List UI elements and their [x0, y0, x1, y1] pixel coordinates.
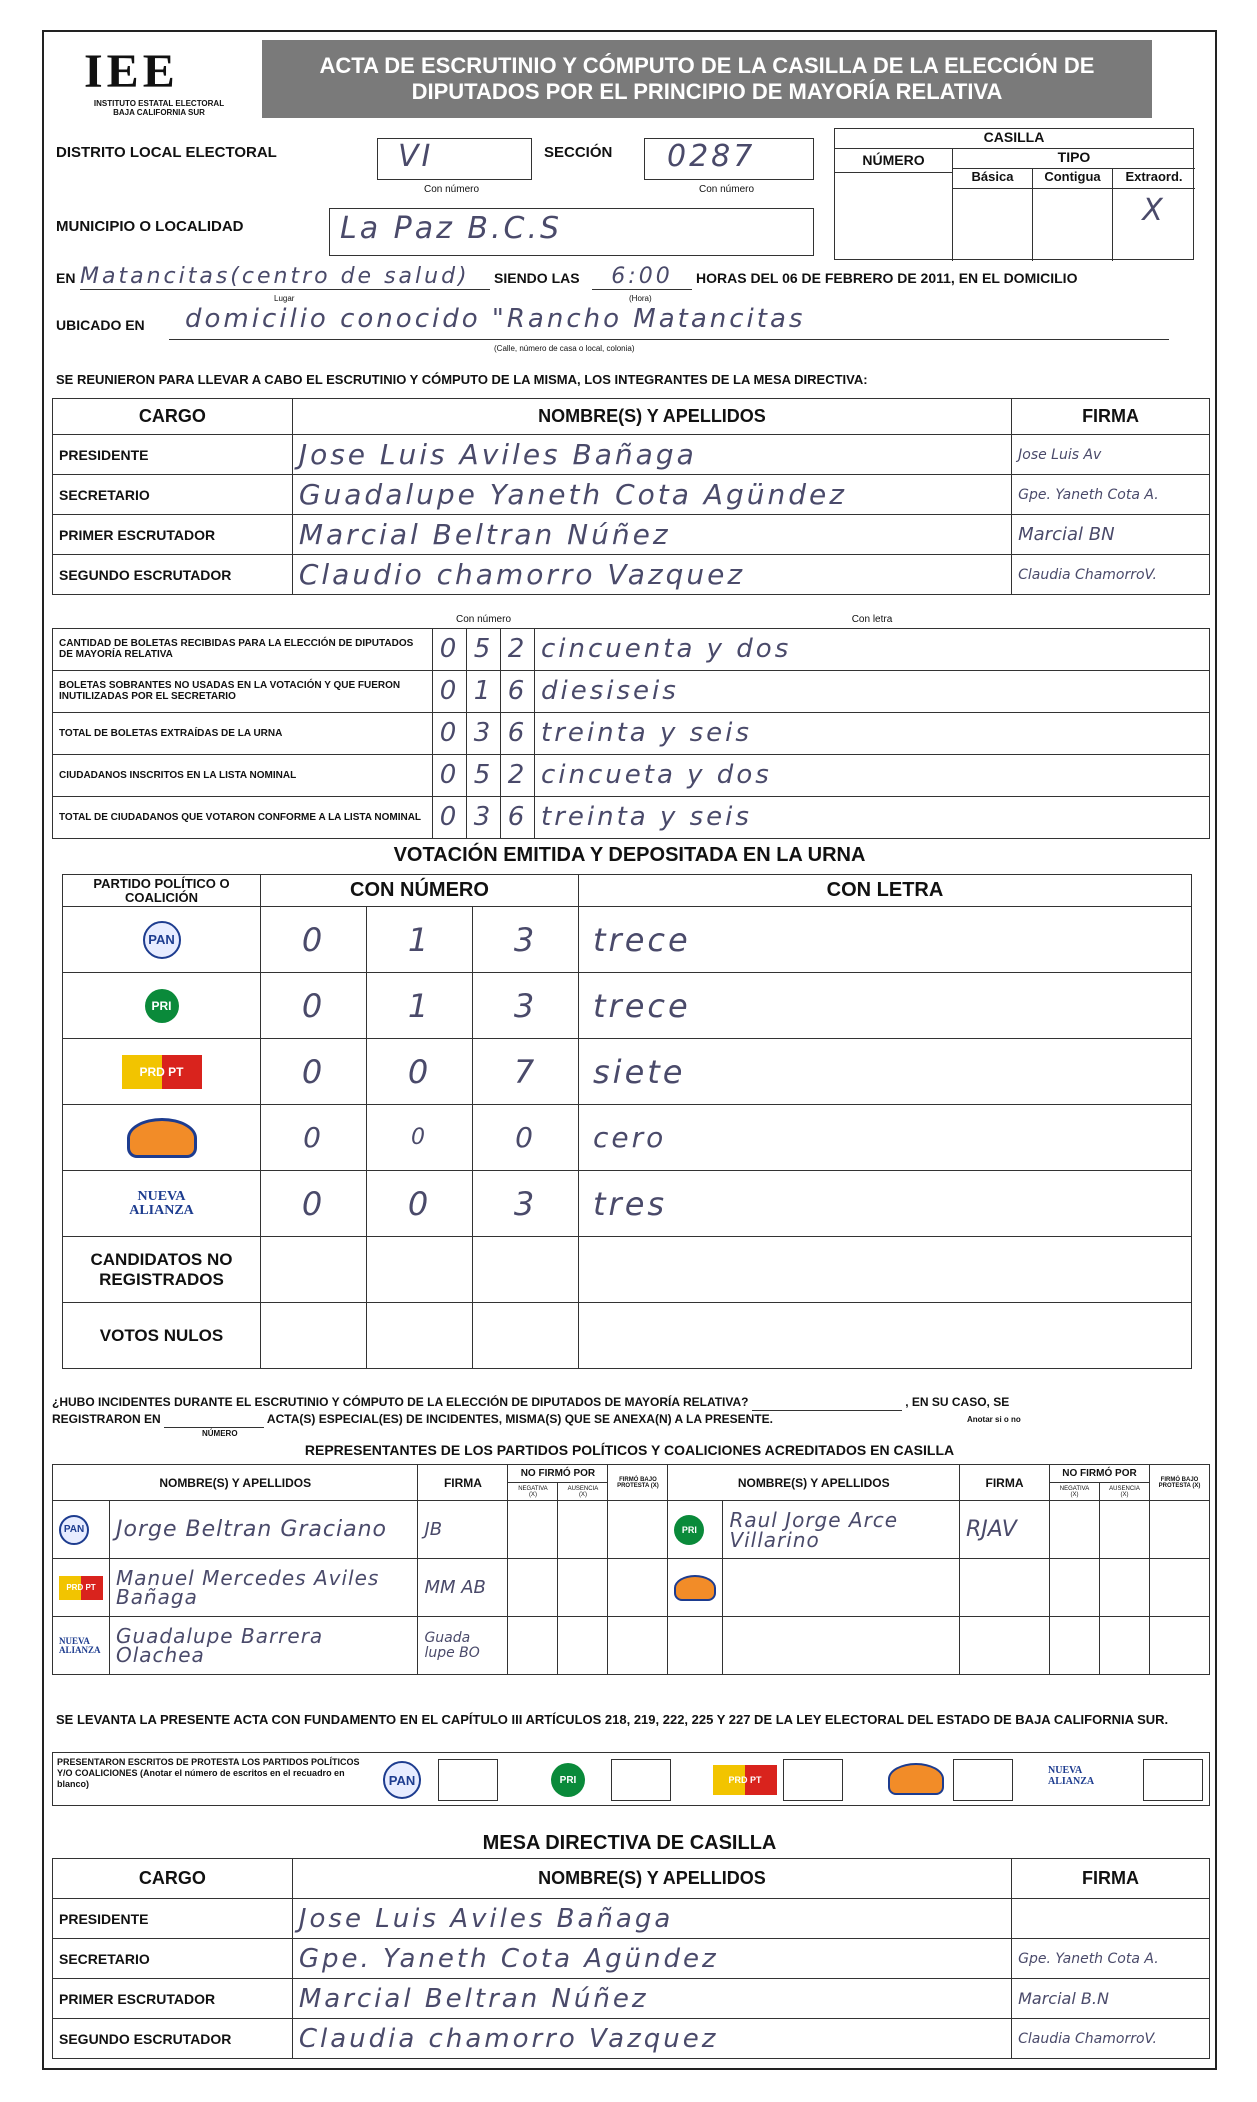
- digit[interactable]: 7: [473, 1039, 579, 1105]
- digit[interactable]: 0: [433, 712, 467, 754]
- digit[interactable]: 5: [467, 628, 501, 670]
- acta-sheet: [42, 30, 1217, 2070]
- casilla-numero-label: NÚMERO: [835, 149, 952, 173]
- protesta-count-pan[interactable]: [438, 1759, 498, 1801]
- votacion-row-pan: [63, 907, 1192, 973]
- seccion-field[interactable]: [644, 138, 814, 180]
- seccion-label: SECCIÓN: [544, 144, 613, 161]
- digit[interactable]: [261, 1303, 367, 1369]
- incidentes-tail: , EN SU CASO, SE: [905, 1395, 1010, 1409]
- digit[interactable]: 6: [501, 712, 535, 754]
- reunieron-text: SE REUNIERON PARA LLEVAR A CABO EL ESCRUTINIO Y CÓMPUTO DE LA MISMA, LOS INTEGRANTES DE LA MESA DIRECTIVA:: [56, 372, 868, 387]
- boletas-row: [53, 796, 1210, 838]
- digit[interactable]: [261, 1237, 367, 1303]
- rep-firma[interactable]: [960, 1559, 1050, 1617]
- nombre[interactable]: Jose Luis Aviles Bañaga: [292, 435, 1011, 475]
- distrito-field[interactable]: [377, 138, 532, 180]
- firma[interactable]: Gpe. Yaneth Cota A.: [1012, 1939, 1210, 1979]
- h-cargo: CARGO: [53, 1859, 293, 1899]
- votacion-row-nulos: [63, 1303, 1192, 1369]
- h-negativa-right: NEGATIVA (X): [1050, 1483, 1100, 1501]
- rep-logo-empty: [668, 1617, 723, 1675]
- cargo: PRESIDENTE: [53, 1899, 293, 1939]
- firma[interactable]: Claudia ChamorroV.: [1012, 555, 1210, 595]
- votacion-row-pri: [63, 973, 1192, 1039]
- h-nombre: NOMBRE(S) Y APELLIDOS: [292, 399, 1011, 435]
- boletas-label: CANTIDAD DE BOLETAS RECIBIDAS PARA LA ELECCIÓN DE DIPUTADOS DE MAYORÍA RELATIVA: [53, 628, 433, 670]
- tipo-extraord-label: Extraord.: [1113, 169, 1195, 189]
- pan-logo-icon: PAN: [143, 921, 181, 959]
- nombre[interactable]: Gpe. Yaneth Cota Agündez: [292, 1939, 1011, 1979]
- votacion-row-party4: [63, 1105, 1192, 1171]
- votacion-row-prd-pt: [63, 1039, 1192, 1105]
- letra[interactable]: diesiseis: [535, 670, 1210, 712]
- rep-protesta[interactable]: [1150, 1617, 1210, 1675]
- pan-logo-icon: PAN: [59, 1515, 89, 1545]
- incidentes-question: ¿HUBO INCIDENTES DURANTE EL ESCRUTINIO Y CÓMPUTO DE LA ELECCIÓN DE DIPUTADOS DE MAYORÍA RELATIVA?: [52, 1395, 749, 1409]
- h-con-numero: Con número: [455, 614, 512, 626]
- digit[interactable]: 2: [501, 628, 535, 670]
- rep-firma[interactable]: [960, 1617, 1050, 1675]
- numero-hint: NÚMERO: [202, 1429, 238, 1438]
- iee-logo: [84, 44, 234, 134]
- rep-ausencia[interactable]: [558, 1501, 608, 1559]
- rep-negativa[interactable]: [508, 1559, 558, 1617]
- fundamento-text: SE LEVANTA LA PRESENTE ACTA CON FUNDAMENTO EN EL CAPÍTULO III ARTÍCULOS 218, 219, 222, 225 Y 227 DE LA LEY ELECTORAL DEL ESTADO DE BAJA CALIFORNIA SUR.: [56, 1712, 1169, 1727]
- rep-firma[interactable]: RJAV: [960, 1501, 1050, 1559]
- pri-logo-icon: PRI: [551, 1763, 585, 1797]
- h-negativa-left: NEGATIVA (X): [508, 1483, 558, 1501]
- rep-row: [53, 1559, 1210, 1617]
- boletas-row: [53, 754, 1210, 796]
- protesta-label: PRESENTARON ESCRITOS DE PROTESTA LOS PARTIDOS POLÍTICOS Y/O COALICIONES (Anotar el número de escritos en el recuadro en blanco): [57, 1757, 360, 1789]
- protesta-count-nueva-alianza[interactable]: [1143, 1759, 1203, 1801]
- rep-negativa[interactable]: [1050, 1617, 1100, 1675]
- digit[interactable]: 0: [473, 1105, 579, 1171]
- rep-ausencia[interactable]: [1100, 1559, 1150, 1617]
- distrito-label: DISTRITO LOCAL ELECTORAL: [56, 144, 277, 161]
- rep-protesta[interactable]: [608, 1559, 668, 1617]
- h-con-letra: Con letra: [851, 614, 893, 626]
- boletas-label: CIUDADANOS INSCRITOS EN LA LISTA NOMINAL: [53, 754, 433, 796]
- incidentes-section: [52, 1394, 1210, 1438]
- h-protesta-right: FIRMÓ BAJO PROTESTA (X): [1150, 1465, 1210, 1501]
- rep-ausencia[interactable]: [1100, 1501, 1150, 1559]
- h-ausencia-right: AUSENCIA (X): [1100, 1483, 1150, 1501]
- incidentes-answer[interactable]: [752, 1394, 902, 1411]
- firma[interactable]: Claudia ChamorroV.: [1012, 2019, 1210, 2059]
- hora-value: 6:00: [611, 264, 673, 289]
- rep-nombre[interactable]: Raul Jorge Arce Villarino: [723, 1501, 960, 1559]
- rep-firma[interactable]: JB: [418, 1501, 508, 1559]
- nombre[interactable]: Claudio chamorro Vazquez: [292, 555, 1011, 595]
- fecha-text: HORAS DEL 06 DE FEBRERO DE 2011, EN EL DOMICILIO: [696, 270, 1078, 286]
- firma[interactable]: [1012, 1899, 1210, 1939]
- cargo: SECRETARIO: [53, 475, 293, 515]
- tipo-contigua-col[interactable]: [1033, 169, 1113, 261]
- digit[interactable]: 5: [467, 754, 501, 796]
- h-con-letra: CON LETRA: [579, 875, 1192, 907]
- h-rep-firma-left: FIRMA: [418, 1465, 508, 1501]
- digit[interactable]: 0: [367, 1105, 473, 1171]
- digit[interactable]: 0: [261, 907, 367, 973]
- h-firma: FIRMA: [1012, 399, 1210, 435]
- tipo-contigua-label: Contigua: [1033, 169, 1112, 189]
- h-con-numero: CON NÚMERO: [261, 875, 579, 907]
- letra[interactable]: trece: [579, 907, 1192, 973]
- ubicado-label: UBICADO EN: [56, 317, 145, 333]
- party-bird-logo-icon: [674, 1575, 716, 1601]
- rep-nombre[interactable]: Jorge Beltran Graciano: [110, 1501, 418, 1559]
- digit[interactable]: 0: [261, 1039, 367, 1105]
- firma[interactable]: Gpe. Yaneth Cota A.: [1012, 475, 1210, 515]
- prd-pt-logo-icon: PRD PT: [59, 1576, 103, 1600]
- mesa1-row: [53, 555, 1210, 595]
- mesa1-row: [53, 515, 1210, 555]
- digit[interactable]: [367, 1303, 473, 1369]
- siendo-label: SIENDO LAS: [494, 270, 580, 286]
- no-registrados-label: CANDIDATOS NO REGISTRADOS: [63, 1237, 261, 1303]
- rep-negativa[interactable]: [1050, 1559, 1100, 1617]
- letra[interactable]: cero: [579, 1105, 1192, 1171]
- tipo-basica-label: Básica: [953, 169, 1032, 189]
- mesa1-row: [53, 475, 1210, 515]
- boletas-table: [52, 612, 1210, 839]
- rep-row: [53, 1501, 1210, 1559]
- letra[interactable]: siete: [579, 1039, 1192, 1105]
- casilla-tipo-label: TIPO: [953, 149, 1195, 169]
- boletas-label: TOTAL DE CIUDADANOS QUE VOTARON CONFORME A LA LISTA NOMINAL: [53, 796, 433, 838]
- letra[interactable]: [579, 1303, 1192, 1369]
- digit[interactable]: 1: [467, 670, 501, 712]
- digit[interactable]: 3: [473, 973, 579, 1039]
- tipo-extraord-col[interactable]: [1113, 169, 1195, 261]
- logo-text: IEE: [84, 45, 179, 98]
- lugar-hint: Lugar: [274, 294, 295, 303]
- acta-title: ACTA DE ESCRUTINIO Y CÓMPUTO DE LA CASILLA DE LA ELECCIÓN DE DIPUTADOS POR EL PRINCIPIO DE MAYORÍA RELATIVA: [262, 40, 1152, 118]
- municipio-field[interactable]: [329, 208, 814, 256]
- prd-pt-logo-icon: PRD PT: [122, 1055, 202, 1089]
- digit[interactable]: 3: [467, 796, 501, 838]
- boletas-row: [53, 670, 1210, 712]
- mesa2-row: [53, 2019, 1210, 2059]
- digit[interactable]: 0: [261, 973, 367, 1039]
- h-protesta-left: FIRMÓ BAJO PROTESTA (X): [608, 1465, 668, 1501]
- digit[interactable]: 0: [367, 1171, 473, 1237]
- cargo: SEGUNDO ESCRUTADOR: [53, 2019, 293, 2059]
- letra[interactable]: tres: [579, 1171, 1192, 1237]
- boletas-row: [53, 712, 1210, 754]
- prd-pt-logo-icon: PRD PT: [713, 1765, 777, 1795]
- nueva-alianza-logo-icon: NUEVA ALIANZA: [59, 1635, 101, 1655]
- digit[interactable]: 6: [501, 670, 535, 712]
- pri-logo-icon: PRI: [674, 1515, 704, 1545]
- rep-firma[interactable]: Guada lupe BO: [418, 1617, 508, 1675]
- mesa2-row: [53, 1979, 1210, 2019]
- rep-nombre[interactable]: [723, 1559, 960, 1617]
- digit[interactable]: [367, 1237, 473, 1303]
- actas-text: ACTA(S) ESPECIAL(ES) DE INCIDENTES, MISMA(S) QUE SE ANEXA(N) A LA PRESENTE.: [266, 1412, 773, 1426]
- rep-negativa[interactable]: [508, 1501, 558, 1559]
- votacion-title: VOTACIÓN EMITIDA Y DEPOSITADA EN LA URNA: [393, 844, 866, 866]
- digit[interactable]: [473, 1237, 579, 1303]
- firma[interactable]: Marcial B.N: [1012, 1979, 1210, 2019]
- rep-negativa[interactable]: [1050, 1501, 1100, 1559]
- tipo-extraord-mark: X: [1142, 193, 1166, 228]
- rep-protesta[interactable]: [608, 1617, 668, 1675]
- digit[interactable]: 3: [467, 712, 501, 754]
- votacion-table: [62, 874, 1192, 1369]
- pri-logo-icon: PRI: [145, 989, 179, 1023]
- letra[interactable]: treinta y seis: [535, 796, 1210, 838]
- letra[interactable]: trece: [579, 973, 1192, 1039]
- protesta-box: [52, 1752, 1210, 1806]
- digit[interactable]: 3: [473, 907, 579, 973]
- anotar-hint: Anotar si o no: [967, 1415, 1021, 1424]
- party-bird-logo-icon: [888, 1763, 944, 1795]
- votacion-row-nueva-alianza: [63, 1171, 1192, 1237]
- firma[interactable]: Marcial BN: [1012, 515, 1210, 555]
- representantes-title: REPRESENTANTES DE LOS PARTIDOS POLÍTICOS Y COALICIONES ACREDITADOS EN CASILLA: [304, 1442, 955, 1458]
- h-nofirmo-left: NO FIRMÓ POR: [508, 1465, 608, 1483]
- representantes-table: [52, 1464, 1210, 1675]
- nombre[interactable]: Jose Luis Aviles Bañaga: [292, 1899, 1011, 1939]
- h-ausencia-left: AUSENCIA (X): [558, 1483, 608, 1501]
- cargo: PRESIDENTE: [53, 435, 293, 475]
- rep-protesta[interactable]: [1150, 1501, 1210, 1559]
- protesta-count-prd-pt[interactable]: [783, 1759, 843, 1801]
- digit[interactable]: 3: [473, 1171, 579, 1237]
- h-firma: FIRMA: [1012, 1859, 1210, 1899]
- digit[interactable]: 0: [433, 670, 467, 712]
- en-label: EN: [56, 270, 76, 286]
- digit[interactable]: [473, 1303, 579, 1369]
- rep-protesta[interactable]: [1150, 1559, 1210, 1617]
- hora-field[interactable]: [592, 264, 692, 290]
- nombre[interactable]: Guadalupe Yaneth Cota Agündez: [292, 475, 1011, 515]
- domicilio-value: domicilio conocido "Rancho Matancitas: [185, 304, 806, 334]
- boletas-label: BOLETAS SOBRANTES NO USADAS EN LA VOTACIÓN Y QUE FUERON INUTILIZADAS POR EL SECRETARIO: [53, 670, 433, 712]
- digit[interactable]: 0: [433, 754, 467, 796]
- rep-protesta[interactable]: [608, 1501, 668, 1559]
- h-nofirmo-right: NO FIRMÓ POR: [1050, 1465, 1150, 1483]
- nombre[interactable]: Marcial Beltran Núñez: [292, 1979, 1011, 2019]
- distrito-hint: Con número: [424, 184, 480, 195]
- digit[interactable]: 1: [367, 907, 473, 973]
- hora-hint: (Hora): [629, 294, 652, 303]
- letra[interactable]: treinta y seis: [535, 712, 1210, 754]
- rep-nombre[interactable]: [723, 1617, 960, 1675]
- domicilio-hint: (Calle, número de casa o local, colonia): [494, 344, 635, 353]
- nulos-label: VOTOS NULOS: [63, 1303, 261, 1369]
- logo-subtitle: INSTITUTO ESTATAL ELECTORAL BAJA CALIFORNIA SUR: [93, 99, 225, 117]
- h-rep-firma-right: FIRMA: [960, 1465, 1050, 1501]
- casilla-box: [834, 128, 1194, 260]
- cargo: PRIMER ESCRUTADOR: [53, 1979, 293, 2019]
- nueva-alianza-logo-icon: NUEVA ALIANZA: [129, 1188, 194, 1218]
- digit[interactable]: 0: [261, 1171, 367, 1237]
- casilla-title: CASILLA: [835, 129, 1193, 149]
- lugar-field[interactable]: [80, 264, 490, 290]
- mesa2-row: [53, 1939, 1210, 1979]
- registraron-label: REGISTRARON EN: [52, 1412, 161, 1426]
- tipo-basica-col[interactable]: [953, 169, 1033, 261]
- mesa1-row: [53, 435, 1210, 475]
- casilla-numero-col: [835, 149, 953, 261]
- rep-nombre[interactable]: Guadalupe Barrera Olachea: [110, 1617, 418, 1675]
- boletas-label: TOTAL DE BOLETAS EXTRAÍDAS DE LA URNA: [53, 712, 433, 754]
- h-partido: PARTIDO POLÍTICO O COALICIÓN: [63, 875, 261, 907]
- digit[interactable]: 0: [367, 1039, 473, 1105]
- mesa2-row: [53, 1899, 1210, 1939]
- municipio-value: La Paz B.C.S: [340, 211, 563, 246]
- rep-ausencia[interactable]: [558, 1559, 608, 1617]
- digit[interactable]: 0: [261, 1105, 367, 1171]
- boletas-row: [53, 628, 1210, 670]
- letra[interactable]: [579, 1237, 1192, 1303]
- rep-firma[interactable]: MM AB: [418, 1559, 508, 1617]
- rep-row: [53, 1617, 1210, 1675]
- cargo: PRIMER ESCRUTADOR: [53, 515, 293, 555]
- party-bird-logo-icon: [127, 1118, 197, 1158]
- nueva-alianza-logo-icon: NUEVA ALIANZA: [1048, 1765, 1095, 1787]
- letra[interactable]: cincuenta y dos: [535, 628, 1210, 670]
- digit[interactable]: 0: [433, 796, 467, 838]
- h-rep-nombre-left: NOMBRE(S) Y APELLIDOS: [53, 1465, 418, 1501]
- digit[interactable]: 2: [501, 754, 535, 796]
- digit[interactable]: 1: [367, 973, 473, 1039]
- firma[interactable]: Jose Luis Av: [1012, 435, 1210, 475]
- cargo: SEGUNDO ESCRUTADOR: [53, 555, 293, 595]
- rep-negativa[interactable]: [508, 1617, 558, 1675]
- mesa-directiva-table-1: [52, 398, 1210, 595]
- seccion-hint: Con número: [699, 184, 755, 195]
- nombre[interactable]: Claudia chamorro Vazquez: [292, 2019, 1011, 2059]
- mesa2-title: MESA DIRECTIVA DE CASILLA: [482, 1832, 777, 1854]
- domicilio-field[interactable]: [169, 304, 1169, 340]
- h-nombre: NOMBRE(S) Y APELLIDOS: [292, 1859, 1011, 1899]
- rep-nombre[interactable]: Manuel Mercedes Aviles Bañaga: [110, 1559, 418, 1617]
- cargo: SECRETARIO: [53, 1939, 293, 1979]
- distrito-value: VI: [398, 139, 434, 174]
- rep-ausencia[interactable]: [558, 1617, 608, 1675]
- rep-ausencia[interactable]: [1100, 1617, 1150, 1675]
- h-cargo: CARGO: [53, 399, 293, 435]
- seccion-value: 0287: [667, 139, 756, 174]
- municipio-label: MUNICIPIO O LOCALIDAD: [56, 218, 244, 235]
- h-rep-nombre-right: NOMBRE(S) Y APELLIDOS: [668, 1465, 960, 1501]
- letra[interactable]: cincueta y dos: [535, 754, 1210, 796]
- votacion-row-no-registrados: [63, 1237, 1192, 1303]
- nombre[interactable]: Marcial Beltran Núñez: [292, 515, 1011, 555]
- protesta-count-pri[interactable]: [611, 1759, 671, 1801]
- pan-logo-icon: PAN: [383, 1761, 421, 1799]
- mesa-directiva-table-2: [52, 1858, 1210, 2059]
- digit[interactable]: 6: [501, 796, 535, 838]
- protesta-count-party4[interactable]: [953, 1759, 1013, 1801]
- digit[interactable]: 0: [433, 628, 467, 670]
- lugar-value: Matancitas(centro de salud): [80, 264, 470, 289]
